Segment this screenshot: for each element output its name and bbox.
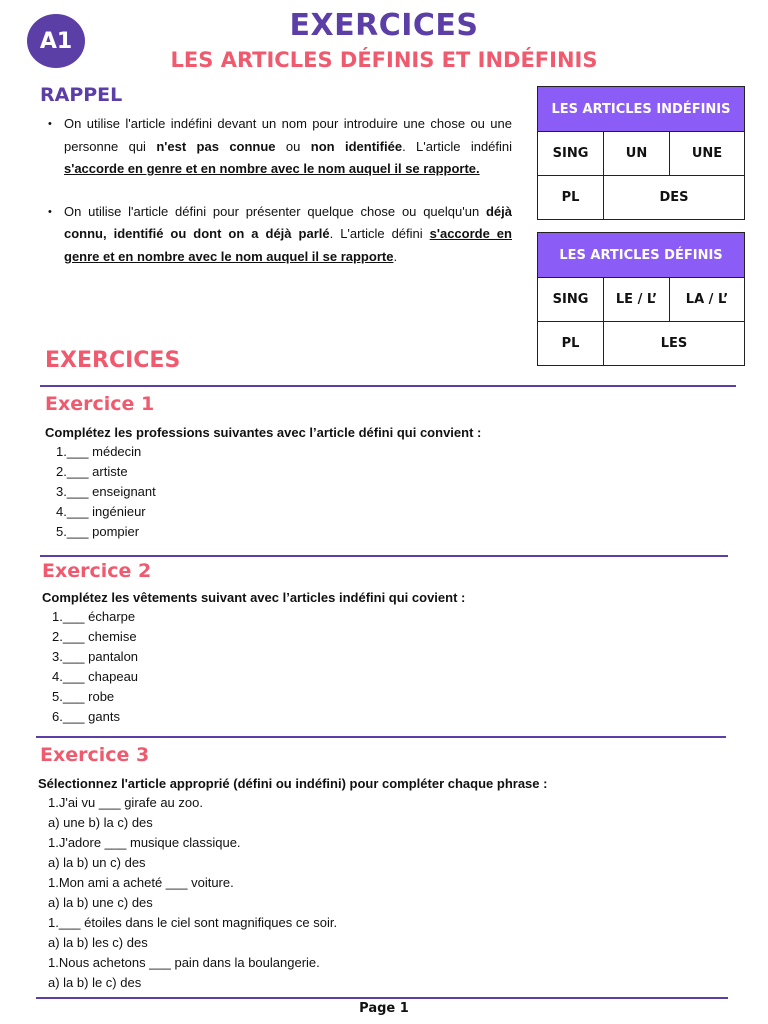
table-cell: LE / L’ <box>604 278 670 322</box>
list-item: 1.Mon ami a acheté ___ voiture. <box>48 875 234 890</box>
exercise-3-instruction: Sélectionnez l'article approprié (défini ou indéfini) pour compléter chaque phrase : <box>38 776 548 791</box>
rule-text: . <box>393 248 398 264</box>
list-item: 4.___ chapeau <box>52 669 139 684</box>
exercise-2-list <box>52 607 138 727</box>
table-cell: UNE <box>670 132 745 176</box>
exercise-2-instruction: Complétez les vêtements suivant avec l’articles indéfini qui covient : <box>42 590 466 605</box>
rule-defini <box>48 201 512 269</box>
exercises-heading: EXERCICES <box>45 348 181 373</box>
page-title: EXERCICES <box>289 8 479 43</box>
table-cell: PL <box>538 322 604 366</box>
table-cell: LA / L’ <box>670 278 745 322</box>
page-number: Page 1 <box>359 1001 409 1016</box>
rule-text: . L'article indéfini <box>402 138 513 154</box>
rule-underline: s'accorde en genre et en nombre avec le nom auquel il se rapporte <box>64 226 512 264</box>
list-item: a) la b) le c) des <box>48 975 142 990</box>
list-item: a) la b) une c) des <box>48 895 153 910</box>
divider <box>36 997 728 999</box>
list-item: 6.___ gants <box>52 709 120 724</box>
list-item: 1.J'adore ___ musique classique. <box>48 835 241 850</box>
divider <box>40 385 736 387</box>
table-title: LES ARTICLES DÉFINIS <box>538 233 745 278</box>
table-cell: SING <box>538 132 604 176</box>
rappel-heading: RAPPEL <box>40 84 123 106</box>
table-cell: SING <box>538 278 604 322</box>
rule-bold: non identifiée <box>310 138 403 154</box>
rule-text: On utilise l'article indéfini devant un nom pour introduire une chose ou une personne qui <box>64 116 512 154</box>
list-item: a) une b) la c) des <box>48 815 153 830</box>
rule-bold: n'est pas connue <box>156 138 276 154</box>
list-item: 2.___ chemise <box>52 629 137 644</box>
list-item: 4.___ ingénieur <box>56 504 146 519</box>
rule-indefini <box>48 113 512 181</box>
table-articles-indefinis <box>537 86 745 220</box>
exercise-1-instruction: Complétez les professions suivantes avec l’article défini qui convient : <box>45 425 482 440</box>
exercise-1-title: Exercice 1 <box>45 393 155 415</box>
table-title: LES ARTICLES INDÉFINIS <box>538 87 745 132</box>
divider <box>36 736 726 738</box>
list-item: 1.Nous achetons ___ pain dans la boulangerie. <box>48 955 320 970</box>
list-item: 5.___ robe <box>52 689 115 704</box>
table-cell: LES <box>604 322 745 366</box>
rule-underline: s'accorde en genre et en nombre avec le nom auquel il se rapporte. <box>64 161 480 177</box>
table-cell: PL <box>538 176 604 220</box>
exercise-3-list <box>48 793 337 993</box>
divider <box>40 555 728 557</box>
list-item: a) la b) les c) des <box>48 935 148 950</box>
list-item: 5.___ pompier <box>56 524 140 539</box>
table-articles-definis <box>537 232 745 366</box>
rule-bold: déjà connu, identifié ou dont on a déjà parlé <box>64 203 512 242</box>
exercise-2-title: Exercice 2 <box>42 560 152 582</box>
rappel-rules <box>48 113 512 269</box>
level-badge: A1 <box>27 14 85 68</box>
list-item: 3.___ enseignant <box>56 484 156 499</box>
list-item: 3.___ pantalon <box>52 649 139 664</box>
rule-text: On utilise l'article défini pour présenter quelque chose ou quelqu'un <box>64 203 486 219</box>
list-item: 1.___ étoiles dans le ciel sont magnifiques ce soir. <box>48 915 338 930</box>
list-item: 2.___ artiste <box>56 464 128 479</box>
page-subtitle: LES ARTICLES DÉFINIS ET INDÉFINIS <box>170 48 598 72</box>
exercise-3-title: Exercice 3 <box>40 744 150 766</box>
table-cell: DES <box>604 176 745 220</box>
list-item: 1.___ écharpe <box>52 609 136 624</box>
list-item: 1.___ médecin <box>56 444 142 459</box>
rule-text: . L'article défini <box>329 226 430 242</box>
list-item: a) la b) un c) des <box>48 855 146 870</box>
rule-text: ou <box>275 138 311 154</box>
table-cell: UN <box>604 132 670 176</box>
list-item: 1.J'ai vu ___ girafe au zoo. <box>48 795 203 810</box>
exercise-1-list <box>56 442 156 542</box>
